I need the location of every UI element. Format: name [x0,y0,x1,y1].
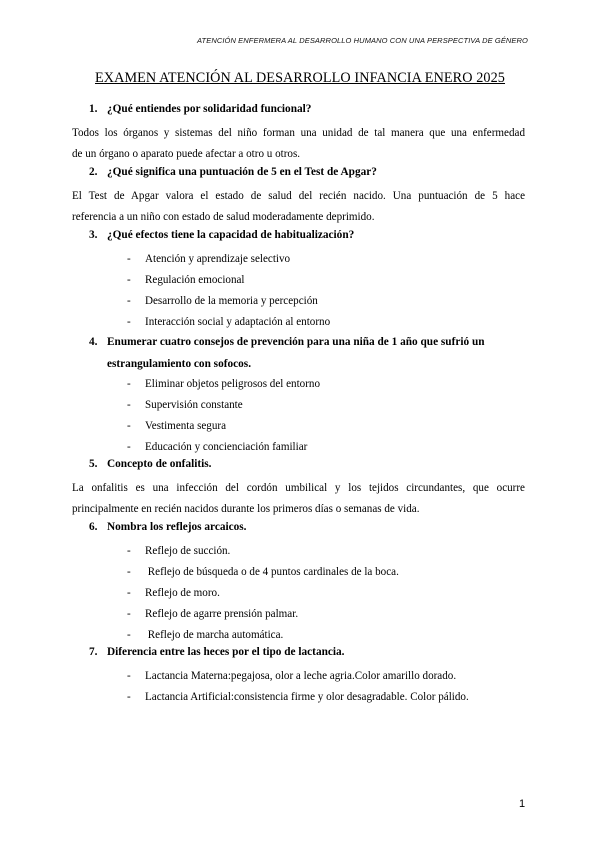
question-text: Nombra los reflejos arcaicos. [107,521,247,533]
question-text: Concepto de onfalitis. [107,458,212,470]
page-number: 1 [519,798,526,810]
question-7 [89,646,345,658]
answer-1 [72,123,525,164]
question-5 [89,458,212,470]
question-1 [89,103,311,115]
question-number: 2. [89,166,98,178]
dash-bullet: - [127,253,131,265]
dash-bullet: - [127,378,131,390]
question-number: 4. [89,336,98,348]
dash-bullet: - [127,399,131,411]
question-number: 3. [89,229,98,241]
list-item: - Reflejo de búsqueda o de 4 puntos cardinales de la boca. [127,562,399,583]
question-2 [89,166,377,178]
dash-bullet: - [127,420,131,432]
answer-2 [72,186,525,227]
answer-line: de un órgano o aparato puede afectar a otro u otros. [72,147,301,160]
question-number: 1. [89,103,98,115]
list-item: - Lactancia Materna:pegajosa, olor a leche agria.Color amarillo dorado. [127,666,469,687]
dash-bullet: - [127,316,131,328]
question-number: 7. [89,646,98,658]
list-item: - Reflejo de moro. [127,583,399,604]
dash-bullet: - [127,274,131,286]
question-number: 5. [89,458,98,470]
answer-7-list [127,666,469,708]
list-item: - Atención y aprendizaje selectivo [127,249,330,270]
question-text: ¿Qué significa una puntuación de 5 en el Test de Apgar? [107,166,377,178]
answer-line: Todos los órganos y sistemas del niño forman una unidad de tal manera que una enfermedad [72,127,525,139]
list-item: - Interacción social y adaptación al entorno [127,312,330,333]
dash-bullet: - [127,441,131,453]
list-item: - Reflejo de succión. [127,541,399,562]
question-4 [89,331,521,375]
question-text: ¿Qué entiendes por solidaridad funcional? [107,103,312,115]
dash-bullet: - [127,566,131,578]
dash-bullet: - [127,295,131,307]
answer-5 [72,478,525,519]
dash-bullet: - [127,545,131,557]
question-text: Enumerar cuatro consejos de prevención para una niña de 1 año que sufrió un [107,336,485,348]
question-text: ¿Qué efectos tiene la capacidad de habitualización? [107,229,355,241]
dash-bullet: - [127,670,131,682]
list-item: - Supervisión constante [127,395,320,416]
answer-line: referencia a un niño con estado de salud moderadamente deprimido. [72,210,375,223]
running-header: ATENCIÓN ENFERMERA AL DESARROLLO HUMANO CON UNA PERSPECTIVA DE GÉNERO [197,36,528,45]
dash-bullet: - [127,587,131,599]
list-item: - Lactancia Artificial:consistencia firme y olor desagradable. Color pálido. [127,687,469,708]
answer-line: El Test de Apgar valora el estado de salud del recién nacido. Una puntuación de 5 hace [72,190,525,202]
answer-3-list [127,249,330,333]
list-item: - Desarrollo de la memoria y percepción [127,291,330,312]
list-item: - Vestimenta segura [127,416,320,437]
list-item: - Regulación emocional [127,270,330,291]
question-text-continued: estrangulamiento con sofocos. [107,358,252,370]
list-item: - Reflejo de agarre prensión palmar. [127,604,399,625]
dash-bullet: - [127,629,131,641]
list-item: - Educación y concienciación familiar [127,437,320,458]
list-item: - Eliminar objetos peligrosos del entorno [127,374,320,395]
question-text: Diferencia entre las heces por el tipo de lactancia. [107,646,345,658]
answer-4-list [127,374,320,458]
question-6 [89,521,247,533]
dash-bullet: - [127,608,131,620]
answer-line: principalmente en recién nacidos durante los primeros días o semanas de vida. [72,502,420,515]
answer-6-list [127,541,399,646]
dash-bullet: - [127,691,131,703]
question-3 [89,229,354,241]
list-item: - Reflejo de marcha automática. [127,625,399,646]
question-number: 6. [89,521,98,533]
answer-line: La onfalitis es una infección del cordón umbilical y los tejidos circundantes, que ocurre [72,482,525,494]
page-title: EXAMEN ATENCIÓN AL DESARROLLO INFANCIA ENERO 2025 [94,70,506,86]
